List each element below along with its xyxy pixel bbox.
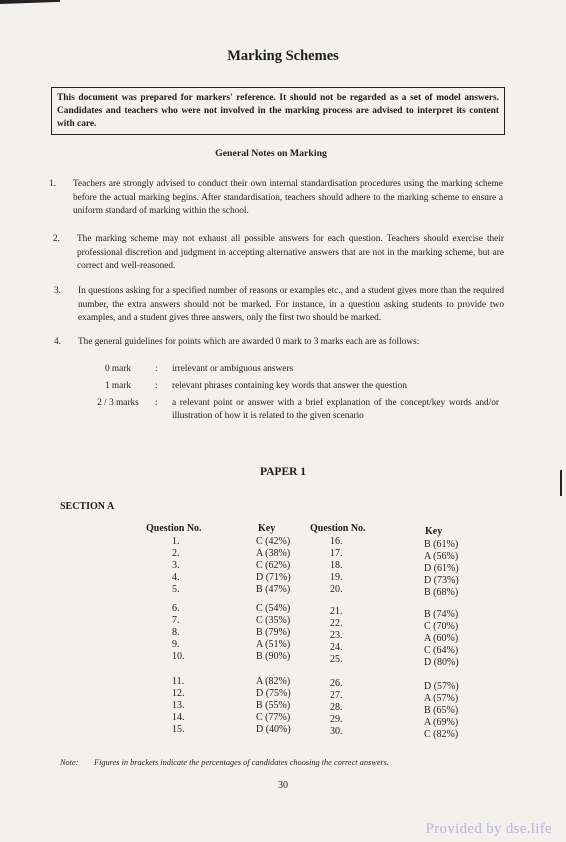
guideline-description: relevant phrases containing key words that answer the question (172, 381, 407, 391)
answer-key: C (77%) (256, 712, 291, 723)
note-number: 2. (53, 234, 60, 244)
answer-key: D (57%) (424, 681, 459, 692)
guideline-description: a relevant point or answer with a brief explanation of the concept/key words and/or illustration of how it is related to the given scenario (172, 398, 499, 421)
answer-key: B (61%) (424, 539, 459, 550)
answer-key: C (82%) (424, 729, 459, 740)
question-number: 12. (172, 688, 185, 699)
note-text: The general guidelines for points which are awarded 0 mark to 3 marks each are as follows: (78, 337, 420, 347)
question-number: 27. (330, 690, 343, 701)
answer-key: D (71%) (256, 572, 291, 583)
answer-key: C (42%) (256, 536, 291, 547)
watermark: Provided by dse.life (425, 821, 552, 837)
question-number: 13. (172, 700, 185, 711)
question-number: 2. (172, 548, 180, 559)
notice-box: This document was prepared for markers' reference. It should not be regarded as a set of model answers. Candidates and teachers who were not involved in the marking process are advised to interpret its content with care. (51, 87, 505, 135)
question-number: 25. (330, 654, 343, 665)
answer-key: A (56%) (424, 551, 459, 562)
answer-key: D (80%) (424, 657, 459, 668)
question-number: 7. (172, 615, 180, 626)
note-text: The marking scheme may not exhaust all possible answers for each question. Teachers should exercise their professional discretion and judgment in accepting alternative answers that are not in the marking scheme, but are correct and well-reasoned. (77, 234, 504, 272)
question-number: 20. (330, 584, 343, 595)
note-text: In questions asking for a specified number of reasons or examples etc., and a student gives more than the required number, the extra answers should not be marked. For instance, in a question asking students to provide two examples, and a student gives three answers, only the first two should be marked. (78, 286, 504, 324)
guideline-mark: 1 mark (104, 381, 132, 391)
question-number: 1. (172, 536, 180, 547)
footnote-text: Figures in brackets indicate the percentages of candidates choosing the correct answers. (94, 758, 389, 767)
answer-key: A (38%) (256, 548, 291, 559)
guideline-mark: 2 / 3 marks (97, 398, 139, 408)
question-number: 29. (330, 714, 343, 725)
answer-key: C (70%) (424, 621, 459, 632)
question-number: 3. (172, 560, 180, 571)
answer-key: B (68%) (424, 587, 459, 598)
answer-key: C (62%) (256, 560, 291, 571)
answer-key: C (35%) (256, 615, 291, 626)
note-number: 3. (54, 286, 61, 296)
question-number: 16. (330, 536, 343, 547)
question-number: 5. (172, 584, 180, 595)
note-text: Teachers are strongly advised to conduct their own internal standardisation procedures using the marking scheme before the actual marking begins. After standardisation, teachers should adhere to the marking scheme to ensure a uniform standard of marking within the school. (73, 179, 503, 217)
question-number: 15. (172, 724, 185, 735)
answer-key: D (61%) (424, 563, 459, 574)
note-number: 4. (54, 337, 61, 347)
answer-key: C (64%) (424, 645, 459, 656)
question-number: 19. (330, 572, 343, 583)
question-number: 9. (172, 639, 180, 650)
question-number: 30. (330, 726, 343, 737)
question-number: 10. (172, 651, 185, 662)
question-number: 4. (172, 572, 180, 583)
guideline-description: irrelevant or ambiguous answers (172, 364, 294, 374)
question-number: 22. (330, 618, 343, 629)
section-title: SECTION A (60, 501, 115, 512)
answer-key: B (65%) (424, 705, 459, 716)
answer-key: A (69%) (424, 717, 459, 728)
question-number: 11. (172, 676, 185, 687)
answer-key: A (60%) (424, 633, 459, 644)
answer-key: B (90%) (256, 651, 291, 662)
answer-key: A (82%) (256, 676, 291, 687)
question-number: 23. (330, 630, 343, 641)
footnote (60, 758, 389, 767)
column-header-key-right: Key (425, 526, 443, 537)
page-number: 30 (278, 780, 288, 791)
column-header-question-left: Question No. (146, 523, 202, 534)
question-number: 28. (330, 702, 343, 713)
guideline-colon: : (155, 364, 158, 374)
answer-key: B (47%) (256, 584, 291, 595)
page-title: Marking Schemes (227, 48, 339, 64)
question-number: 21. (330, 606, 343, 617)
question-number: 24. (330, 642, 343, 653)
answer-key: C (54%) (256, 603, 291, 614)
question-number: 26. (330, 678, 343, 689)
answer-key: D (73%) (424, 575, 459, 586)
answer-key: B (74%) (424, 609, 459, 620)
answer-key: A (51%) (256, 639, 291, 650)
note-number: 1. (49, 179, 56, 189)
general-notes-title: General Notes on Marking (215, 148, 327, 159)
guideline-mark: 0 mark (104, 364, 132, 374)
answer-key: D (75%) (256, 688, 291, 699)
question-number: 17. (330, 548, 343, 559)
guideline-colon: : (155, 381, 158, 391)
question-number: 18. (330, 560, 343, 571)
question-number: 14. (172, 712, 185, 723)
question-number: 8. (172, 627, 180, 638)
answer-key: B (55%) (256, 700, 291, 711)
column-header-key-left: Key (258, 523, 276, 534)
question-number: 6. (172, 603, 180, 614)
guideline-colon: : (155, 398, 158, 408)
answer-key: D (40%) (256, 724, 291, 735)
paper-title: PAPER 1 (259, 466, 307, 478)
column-header-question-right: Question No. (310, 523, 366, 534)
footnote-label: Note: (60, 758, 79, 767)
answer-key: A (57%) (424, 693, 459, 704)
answer-key: B (79%) (256, 627, 291, 638)
